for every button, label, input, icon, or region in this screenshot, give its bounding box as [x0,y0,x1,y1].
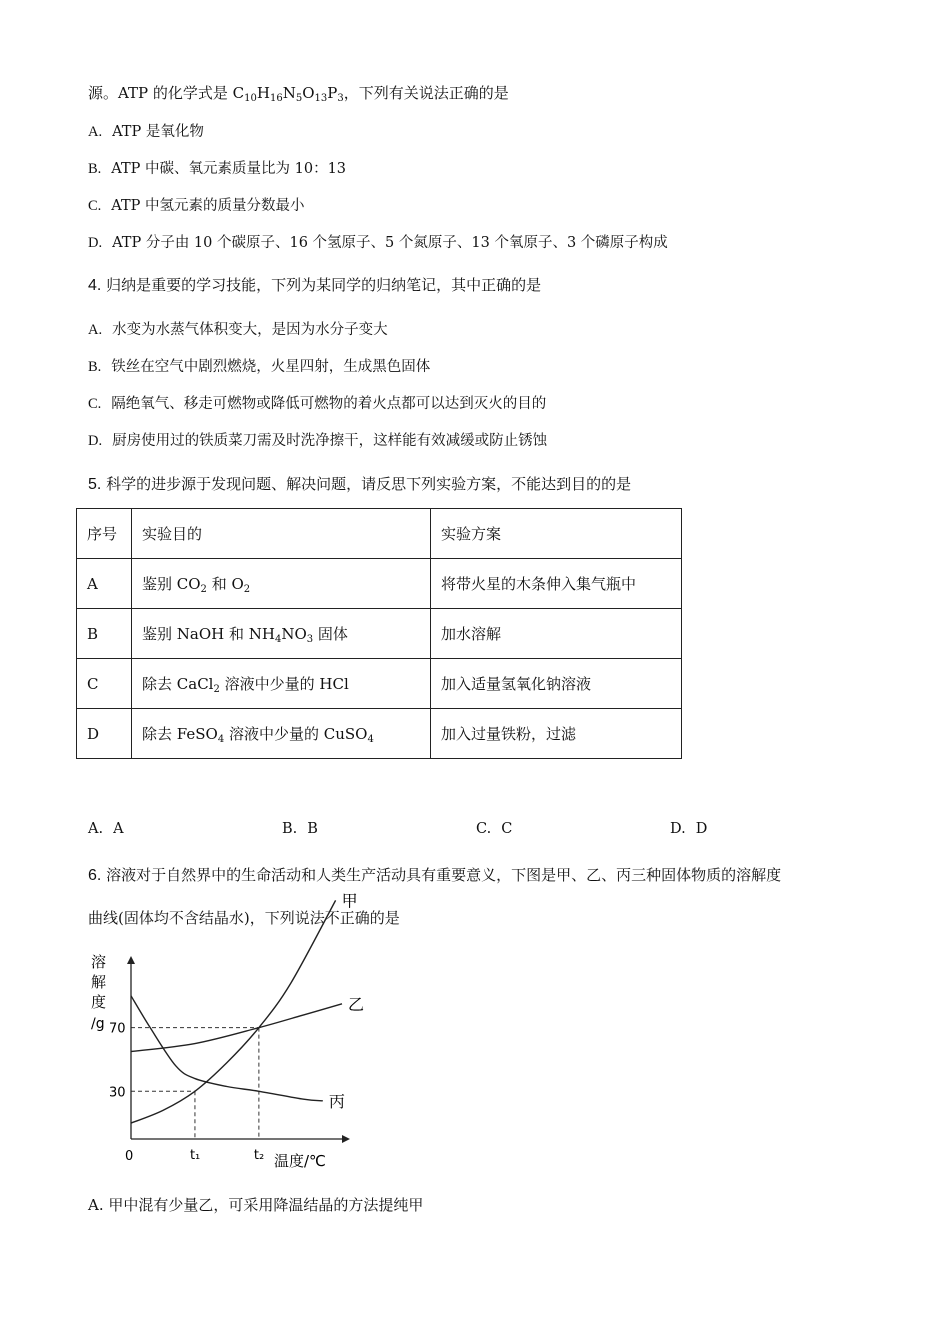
ylabel-char: 度 [91,993,107,1011]
q3-stem-tail: 源。ATP 的化学式是 $C_{10}H_{16}N_5O_{13}P_3$，下列有关说法正确的是 [88,84,509,104]
series-jia-curve [131,900,336,1123]
series-label: 甲 [341,891,358,911]
option-text: ATP 是氧化物 [112,124,204,140]
option-letter: D. [88,433,103,449]
row-plan: 加入过量铁粉，过滤 [431,709,682,759]
q3-option-b[interactable] [88,157,346,178]
option-text: ATP 分子由 10 个碳原子、16 个氢原子、5 个氮原子、13 个氧原子、3 个磷原子构成 [112,235,668,251]
option-text: A [113,821,124,837]
question-number: 4. [88,277,102,294]
q6-stem-line1 [88,864,781,885]
option-letter: B. [88,359,102,375]
header-cell: 实验方案 [431,509,682,559]
row-id: A [77,559,132,609]
option-letter: C. [88,198,102,214]
row-plan: 加入适量氢氧化钠溶液 [431,659,682,709]
q5-answer-c[interactable] [476,821,512,837]
option-letter: A. [88,322,103,338]
q3-option-a[interactable] [88,120,204,141]
question-number: 6. [88,867,102,884]
row-id: B [77,609,132,659]
option-text: B [307,821,318,837]
q5-answer-a[interactable] [88,821,124,837]
option-text: D [695,821,708,837]
option-text: 隔绝氧气、移走可燃物或降低可燃物的着火点都可以达到灭火的目的 [111,396,547,412]
ylabel-char: /g [91,1016,105,1032]
option-letter: B. [282,821,298,837]
y-tick-label: 30 [109,1085,126,1101]
q4-option-a[interactable] [88,318,388,339]
q3-option-c[interactable] [88,194,305,215]
option-letter: C. [476,821,492,837]
row-id: D [77,709,132,759]
experiment-table [76,508,682,759]
option-text: 水变为水蒸气体积变大，是因为水分子变大 [112,322,388,338]
q5-stem [88,473,631,494]
option-letter: A. [88,124,103,140]
series-label: 丙 [328,1091,345,1111]
header-cell: 实验目的 [132,509,431,559]
option-letter: D. [88,235,103,251]
x-axis-arrow-icon [342,1135,350,1143]
row-purpose: 除去 FeSO$_4$ 溶液中少量的 CuSO$_4$ [132,709,431,759]
row-plan: 加水溶解 [431,609,682,659]
question-number: 5. [88,476,102,493]
chart-series [131,900,342,1123]
ylabel-char: 解 [91,973,107,991]
q5-answer-b[interactable] [282,821,318,837]
option-text: ATP 中碳、氧元素质量比为 10：13 [111,161,347,177]
option-text: ATP 中氢元素的质量分数最小 [111,198,305,214]
row-purpose: 鉴别 $CO_2$ 和 $O_2$ [132,559,431,609]
y-axis-arrow-icon [127,956,135,964]
table-header-row [77,509,682,559]
x-axis-label: 温度/℃ [274,1152,326,1170]
origin-label: 0 [125,1149,134,1164]
q4-option-c[interactable] [88,392,546,413]
option-text: C [501,821,513,837]
x-tick-label: t₂ [253,1148,265,1163]
y-tick-label: 70 [109,1021,126,1037]
table-row [77,659,682,709]
q6-stem-line2: 曲线(固体均不含结晶水)，下列说法不正确的是 [88,909,400,927]
row-purpose: 鉴别 NaOH 和 $NH_4NO_3$ 固体 [132,609,431,659]
x-tick-label: t₁ [189,1148,201,1163]
q6-option-a[interactable]: A. 甲中混有少量乙，可采用降温结晶的方法提纯甲 [88,1196,424,1214]
table-row [77,709,682,759]
option-letter: A. [88,821,104,837]
question-text: 科学的进步源于发现问题、解决问题，请反思下列实验方案，不能达到目的的是 [106,475,632,493]
q4-option-d[interactable] [88,429,547,450]
option-letter: B. [88,161,102,177]
row-purpose: 除去 CaCl$_2$ 溶液中少量的 HCl [132,659,431,709]
q5-answer-d[interactable] [670,821,707,837]
q3-option-d[interactable] [88,231,668,252]
option-text: 铁丝在空气中剧烈燃烧，火星四射，生成黑色固体 [111,359,431,375]
chart-axes [127,956,350,1143]
q4-stem [88,274,541,295]
question-text: 溶液对于自然界中的生命活动和人类生产活动具有重要意义，下图是甲、乙、丙三种固体物质的溶解度 [106,866,782,884]
header-cell: 序号 [77,509,132,559]
series-label: 乙 [348,994,365,1014]
question-text: 归纳是重要的学习技能，下列为某同学的归纳笔记，其中正确的是 [106,276,542,294]
table-row [77,609,682,659]
chart-labels [91,891,364,1170]
option-letter: C. [88,396,102,412]
table-row [77,559,682,609]
q4-option-b[interactable] [88,355,430,376]
option-text: 厨房使用过的铁质菜刀需及时洗净擦干，这样能有效减缓或防止锈蚀 [112,433,548,449]
row-id: C [77,659,132,709]
option-letter: D. [670,821,686,837]
ylabel-char: 溶 [91,953,107,971]
chart-guides [131,1028,259,1139]
row-plan: 将带火星的木条伸入集气瓶中 [431,559,682,609]
